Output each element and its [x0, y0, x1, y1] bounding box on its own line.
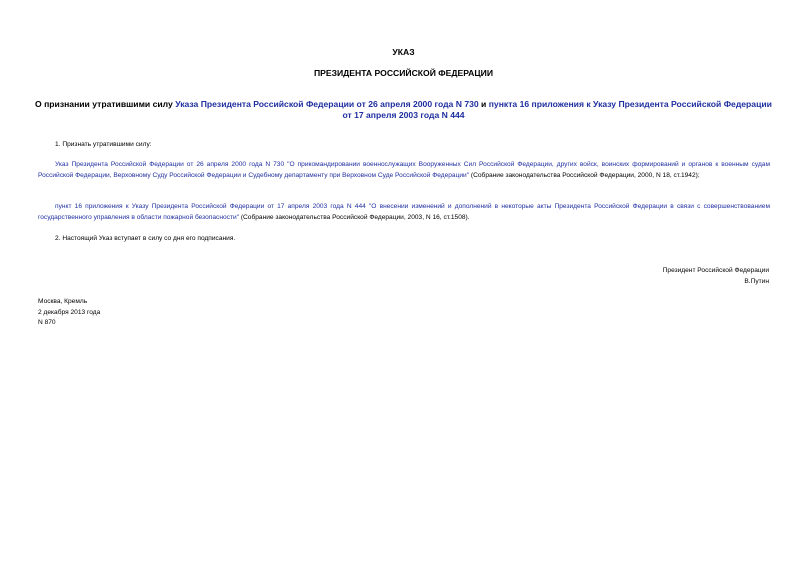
title-middle: и: [478, 99, 489, 109]
signature-name: В.Путин: [744, 278, 769, 285]
paragraph-decree-444: [38, 202, 770, 223]
paragraph-decree-730: [38, 160, 770, 181]
signing-place: Москва, Кремль: [38, 298, 88, 305]
document-type-heading: УКАЗ: [392, 47, 415, 57]
paragraph-1: 1. Признать утратившими силу:: [55, 141, 152, 148]
document-number: N 870: [38, 319, 56, 326]
issuer-heading: ПРЕЗИДЕНТА РОССИЙСКОЙ ФЕДЕРАЦИИ: [313, 68, 494, 78]
paragraph-2: 2. Настоящий Указ вступает в силу со дня его подписания.: [55, 235, 236, 242]
paragraph-decree-730-source: (Собрание законодательства Российской Федерации, 2000, N 18, ст.1942);: [469, 171, 700, 179]
paragraph-decree-444-source: (Собрание законодательства Российской Федерации, 2003, N 16, ст.1508).: [239, 213, 470, 221]
link-decree-730[interactable]: Указ Президента Российской Федерации от 26 апреля 2000 года N 730 "О прикомандировании военнослужащих Вооруженных Сил Российской Федерации, других войск, воинских формирований и органов к военным судам Российской Федерации, Верховному Суду Российской Федерации и Судебному департаменту при Верховном Суде Российской Федерации": [38, 161, 770, 179]
title-link-decree-730[interactable]: Указа Президента Российской Федерации от 26 апреля 2000 года N 730: [175, 99, 479, 109]
link-decree-444[interactable]: пункт 16 приложения к Указу Президента Российской Федерации от 17 апреля 2003 года N 444 "О внесении изменений и дополнений в некоторые акты Президента Российской Федерации в связи с совершенствованием государственного управления в области пожарной безопасности": [38, 203, 770, 221]
title-link-decree-444[interactable]: пункта 16 приложения к Указу Президента Российской Федерации от 17 апреля 2003 года N 444: [342, 99, 772, 120]
document-title: [30, 99, 777, 121]
signature-position: Президент Российской Федерации: [662, 267, 769, 274]
signing-date: 2 декабря 2013 года: [38, 309, 101, 316]
title-prefix: О признании утратившими силу: [35, 99, 176, 109]
